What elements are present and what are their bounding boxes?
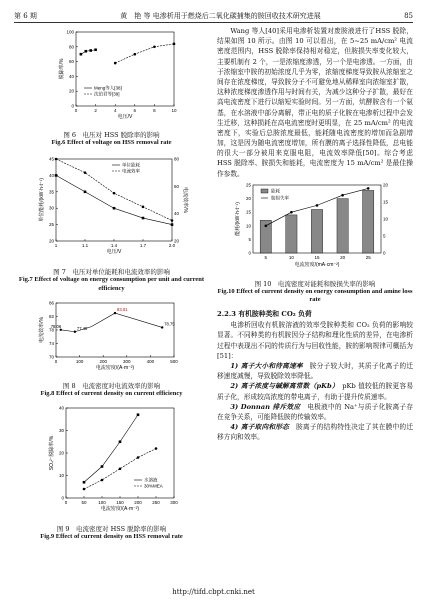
energy-bar: [363, 190, 374, 253]
y2-tick-label: 5: [383, 233, 386, 239]
y-tick-label: 40: [58, 405, 64, 411]
fig6-caption: [14, 131, 209, 147]
series-shen-point: [114, 62, 117, 65]
list-item-text: 胺分子较大时，其质子化离子的迁移速度减慢，导致脱除效率降低。: [217, 361, 414, 381]
series-efficiency-line: [56, 159, 172, 221]
paragraph-text: 电渗析回收有机胺溶液的效率受胺种类和 CO₂ 负荷的影响较显著。不同种类的有机胺因分子结构和理化性质的差异，在电渗析过程中表现出不同的传质行为与回收性能，胺的影响规律可概括为[51]：: [217, 321, 413, 360]
y-tick-label: 60: [68, 59, 74, 65]
series-aqueous-point: [101, 465, 104, 468]
list-item-heading: 4) 离子取向和形态: [230, 423, 290, 432]
series-energy-line: [56, 176, 172, 225]
x-tick-label: 1.7: [139, 243, 147, 249]
x-axis-label: 电流密度/(A·m⁻²): [95, 364, 135, 371]
list-item-1: [217, 361, 413, 381]
series-aqueous-point: [137, 413, 140, 416]
y-tick-label: 25: [48, 222, 54, 228]
legend-label: 水溶液: [144, 477, 158, 483]
x-tick-label: 4: [113, 108, 117, 113]
fig8-caption-en: Fig.8 Effect of current density on current efficiency: [40, 389, 183, 397]
x-axis-label: 电流密度/(A·m⁻²): [100, 505, 140, 512]
list-item-2: [217, 381, 413, 401]
data-label: 83.01: [117, 306, 128, 312]
body-paragraph-1: [217, 26, 413, 179]
x-tick-label: 5: [264, 254, 268, 260]
fig9-caption-en: Fig.9 Effect of current density on HSS removal rate: [40, 533, 183, 540]
list-item-text: 胺离子的结构特性决定了其在膜中的迁移方向和效率。: [217, 423, 414, 442]
x-tick-label: 0: [64, 499, 68, 505]
y-axis-label: 电流效率/%: [39, 316, 45, 343]
series-energy-point: [142, 217, 145, 220]
y2-tick-label: 10: [383, 216, 389, 222]
footer-url[interactable]: http://tifd.cbpt.cnki.net: [172, 588, 255, 596]
list-item-3: [217, 402, 413, 422]
series-energy-point: [84, 191, 87, 194]
plot-frame: [56, 303, 174, 357]
y-tick-label: 74: [48, 340, 54, 346]
y-tick-label: 0: [61, 495, 64, 501]
fig6-chart: [14, 26, 209, 126]
y-tick-label: 86: [48, 300, 54, 306]
series-energy-point: [171, 224, 174, 227]
series-amine-loss-point: [290, 211, 293, 214]
series-meng-point: [94, 48, 97, 51]
data-label: 78.06: [50, 323, 62, 329]
y2-tick-label: 15: [383, 199, 389, 205]
y-axis-label: SO₄²⁻脱除率/%: [49, 435, 55, 471]
series-efficiency-point: [84, 172, 87, 175]
series-efficiency-point: [113, 192, 116, 195]
y-tick-label: 20: [68, 88, 74, 94]
x-tick-label: 500: [170, 358, 178, 364]
x-tick-label: 100: [98, 499, 106, 505]
fig7-caption-en: Fig.7 Effect of voltage on energy consumption per unit and current efficiency: [18, 276, 205, 292]
fig6-caption-cn: 图 6 电压对 HSS 脱除率的影响: [63, 131, 160, 139]
series-mea-point: [83, 488, 86, 491]
series-shen-point: [153, 46, 156, 49]
y-tick-label: 30: [48, 205, 54, 211]
x-tick-label: 1.1: [81, 243, 89, 249]
y2-tick-label: 0: [383, 250, 386, 256]
legend-swatch: [261, 189, 268, 193]
y-tick-label: 5: [248, 236, 251, 242]
energy-bar: [337, 198, 348, 252]
series-energy-point: [55, 174, 58, 177]
data-label: 78.75: [164, 321, 175, 327]
y2-tick-label: 80: [174, 156, 180, 162]
list-item-4: [217, 422, 413, 442]
x-axis-label: 电压/V: [106, 249, 122, 256]
fig10-caption-en: Fig.10 Effect of current density on energy consumption and amine loss rate: [217, 287, 413, 304]
fig9-chart: [14, 402, 209, 520]
legend-label: 能耗: [271, 188, 280, 194]
y2-tick-label: 60: [174, 184, 180, 190]
data-label: 77.48: [76, 325, 88, 331]
x-tick-label: 0: [54, 358, 58, 364]
series-shen-line: [115, 44, 174, 63]
x-tick-label: 1: [54, 243, 58, 249]
efficiency-point: [114, 312, 116, 314]
y-tick-label: 10: [245, 223, 251, 229]
y-axis-label: 单位能耗/(kW·h·t⁻¹): [39, 178, 45, 223]
list-item-heading: 2) 离子浓度与碱解离常数（pKb）: [230, 382, 336, 391]
fig10-caption-cn: 图 10 电流密度对能耗和胺损失率的影响: [254, 279, 376, 288]
series-efficiency-point: [142, 206, 145, 209]
fig6-caption-en: Fig.6 Effect of voltage on HSS removal rate: [51, 139, 172, 147]
x-tick-label: 15: [314, 254, 320, 260]
body-paragraph-2: [217, 320, 413, 361]
series-efficiency-point: [55, 158, 58, 161]
y-tick-label: 25: [245, 182, 251, 188]
y2-tick-label: 20: [174, 238, 180, 244]
energy-bar: [286, 215, 297, 253]
fig8-chart: [14, 297, 209, 377]
x-tick-label: 6: [133, 108, 137, 113]
list-item-heading: 3) Donnan 排斥效应: [230, 402, 301, 411]
fig8-caption: [14, 382, 209, 398]
series-energy-point: [113, 207, 116, 210]
series-meng-point: [80, 53, 83, 56]
legend-label: 单位能耗: [122, 162, 140, 168]
y-tick-label: 0: [248, 250, 251, 256]
y-tick-label: 40: [68, 73, 74, 79]
x-tick-label: 300: [123, 358, 131, 364]
efficiency-point: [161, 326, 163, 328]
series-shen-point: [134, 53, 137, 56]
y-axis-label: 脱除率/%: [59, 58, 65, 80]
x-tick-label: 10: [288, 254, 294, 260]
x-tick-label: 50: [81, 499, 87, 505]
x-tick-label: 200: [134, 499, 142, 505]
x-tick-label: 250: [152, 499, 160, 505]
series-aqueous-point: [119, 440, 122, 443]
series-amine-loss-point: [265, 224, 268, 227]
series-mea-point: [119, 467, 122, 470]
plot-frame: [56, 159, 172, 241]
fig10-caption: [217, 280, 413, 304]
x-tick-label: 25: [365, 254, 371, 260]
series-meng-point: [85, 50, 88, 53]
x-axis-label: 电压/V: [117, 114, 133, 120]
x-tick-label: 2.0: [168, 243, 176, 249]
y-tick-label: 82: [48, 313, 54, 319]
y-tick-label: 20: [48, 238, 54, 244]
y-tick-label: 78: [48, 327, 54, 333]
paragraph-text: Wang 等人[40]采用电渗析装置对废胺液进行了HSS 脱除，结果如图 10 所示。由图 10 可以看出，在 5~25 mA/cm² 电流密度范围内，HSS 脱除率保持相对稳定，但胺损失率变化较大，主要机制有 2 个，一是浓缩度渗透，另一个是电渗透。一方面，由于浓缩室中胺的初始浓度几乎为零，浓缩度梯度导致胺从浓缩室之间存在浓度梯度，导致胺分子不可避免地从稀释室向浓缩室扩散，这种浓度梯度渗透作用与时间有关，为减少这种分子扩散，最好在高电流密度下进行以缩短实验时间。另一方面，炕酵胺含有一个氨基，在水溶液中部分离解，带正电的质子化胺在电渗析过程中会发生迁移，这种损耗在高电流密度时更明显，在 25 mA/cm² 的电流密度下，实验后总胺浓度最低，能耗随电流密度的增加而急剧增加，这是因为随电流密度增加，所有膜的离子选择性降低，总电能的很大一部分被用来克服电阻，电流效率降低[50]。综合考虑 HSS 脱除率、胺损失和能耗，电流密度为 15 mA/cm² 是最佳操作参数。: [217, 27, 413, 178]
series-amine-loss-point: [316, 204, 319, 207]
fig7-chart: [14, 151, 209, 263]
series-aqueous-point: [83, 481, 86, 484]
series-mea-point: [155, 447, 158, 450]
y2-tick-label: 40: [174, 211, 180, 217]
plot-frame: [76, 32, 174, 106]
legend-label: 电流效率: [122, 168, 140, 174]
left-column: [14, 26, 209, 545]
y-tick-label: 35: [48, 189, 54, 195]
x-tick-label: 100: [75, 358, 84, 364]
page-number: 85: [404, 12, 413, 20]
x-axis-label: 电流密度/(mA·cm⁻²): [294, 261, 340, 268]
fig7-caption: [14, 268, 209, 292]
x-tick-label: 8: [153, 108, 156, 113]
series-shen-point: [173, 43, 176, 46]
series-aqueous-line: [84, 415, 138, 483]
series-efficiency-point: [171, 219, 174, 222]
y-tick-label: 70: [48, 354, 54, 360]
legend-label: Meng等人[38]: [94, 85, 122, 91]
running-title: 黄 艳 等 电渗析用于燃烧后二氧化碳捕集的胺回收技术研究进展: [120, 12, 321, 20]
running-header: [14, 10, 413, 23]
x-tick-label: 200: [99, 358, 107, 364]
x-tick-label: 150: [116, 499, 124, 505]
fig9-caption: [14, 525, 209, 541]
legend-label: 胺损失率: [271, 195, 289, 201]
energy-bar: [311, 209, 322, 253]
fig8-caption-cn: 图 8 电流密度对电流效率的影响: [62, 381, 161, 390]
x-tick-label: 2: [94, 108, 97, 113]
y-tick-label: 80: [68, 44, 74, 50]
y-tick-label: 20: [58, 450, 64, 456]
series-amine-loss-point: [367, 187, 370, 190]
list-item-heading: 1) 离子大小和待离速率: [230, 361, 303, 370]
issue-number: 第 6 期: [14, 12, 37, 20]
y-tick-label: 10: [58, 472, 64, 478]
right-column: [217, 26, 413, 442]
y-tick-label: 100: [66, 29, 74, 35]
y-tick-label: 15: [245, 209, 251, 215]
legend-label: 沈伯君等[39]: [94, 91, 120, 97]
fig10-chart: [217, 179, 413, 275]
section-heading: 2.2.3 有机胺种类和 CO₂ 负荷: [217, 310, 312, 319]
x-tick-label: 10: [171, 108, 177, 113]
series-meng-point: [89, 49, 92, 52]
y-tick-label: 40: [48, 173, 54, 179]
series-meng-line: [81, 50, 96, 54]
y-tick-label: 0: [71, 103, 74, 109]
x-tick-label: 0: [74, 108, 78, 113]
legend-label: 30%MEA: [144, 483, 163, 489]
series-mea-point: [101, 479, 104, 482]
y2-tick-label: 20: [383, 182, 389, 188]
x-tick-label: 20: [340, 254, 346, 260]
efficiency-point: [74, 330, 76, 332]
y-tick-label: 45: [48, 156, 54, 162]
series-amine-loss-point: [341, 194, 344, 197]
list-item-text: 电极液中的 Na⁺与质子化胺离子存在竞争关系，可能降低胺的传输效率。: [217, 402, 414, 421]
list-item-text: pKb 值较低的胺更容易质子化，形成较高浓度的带电离子，有助于提升传质速率。: [217, 382, 414, 401]
x-tick-label: 1.4: [110, 243, 118, 249]
fig9-caption-cn: 图 9 电流密度对 HSS 脱除率的影响: [56, 524, 167, 533]
x-tick-label: 300: [170, 499, 178, 505]
y-tick-label: 30: [58, 427, 64, 433]
efficiency-point: [60, 328, 62, 330]
y2-axis-label: 电流效率/%: [182, 187, 188, 214]
series-mea-point: [137, 456, 140, 459]
y-axis-label: 能耗/(kW·h·t⁻¹): [235, 201, 241, 236]
y-tick-label: 20: [245, 195, 251, 201]
x-tick-label: 400: [146, 358, 155, 364]
fig7-caption-cn: 图 7 电压对单位能耗和电流效率的影响: [53, 268, 170, 277]
